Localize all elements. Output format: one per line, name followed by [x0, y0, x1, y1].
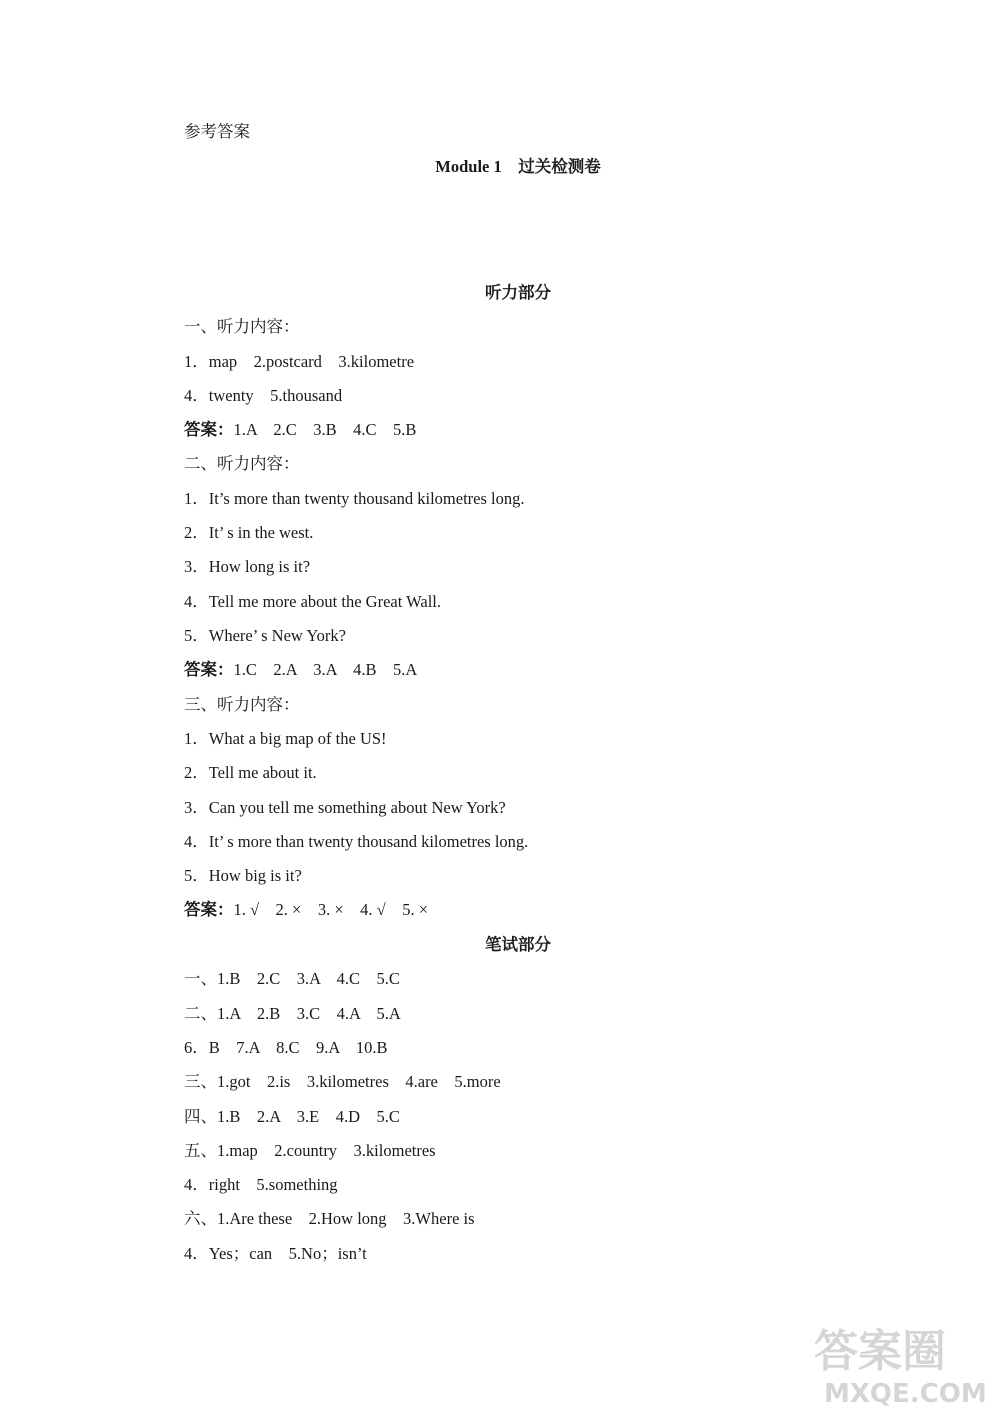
page-title — [0, 156, 1000, 178]
listening-section-3-line: 1．What a big map of the US! — [184, 729, 387, 748]
written-answer-line: 6．B 7.A 8.C 9.A 10.B — [184, 1038, 388, 1057]
listening-section-1-line: 4．twenty 5.thousand — [184, 386, 343, 405]
listening-section-2-line: 5．Where’ s New York? — [184, 626, 346, 645]
written-answer-line: 六、1.Are these 2.How long 3.Where is — [184, 1209, 475, 1228]
written-answer-line: 五、1.map 2.country 3.kilometres — [184, 1141, 436, 1160]
listening-section-1-answer — [184, 419, 416, 441]
written-heading: 笔试部分 — [485, 935, 551, 954]
watermark-logo — [808, 1318, 988, 1410]
listening-section-1-line: 1．map 2.postcard 3.kilometre — [184, 352, 415, 371]
listening-section-3-answer — [184, 899, 428, 921]
answer-label: 答案： — [184, 420, 234, 439]
written-answer-line: 二、1.A 2.B 3.C 4.A 5.A — [184, 1004, 401, 1023]
listening-section-2-title: 二、听力内容： — [184, 454, 300, 473]
answer-values: 1.A 2.C 3.B 4.C 5.B — [233, 420, 417, 439]
listening-heading: 听力部分 — [485, 283, 551, 302]
listening-section-2-line: 4．Tell me more about the Great Wall. — [184, 592, 442, 611]
listening-section-1-title: 一、听力内容： — [184, 317, 300, 336]
written-answer-line: 4．right 5.something — [184, 1175, 338, 1194]
listening-section-3-line: 5．How big is it? — [184, 866, 302, 885]
watermark-cn: 答案圈 — [814, 1326, 946, 1377]
written-answer-line: 4．Yes；can 5.No；isn’t — [184, 1244, 367, 1263]
answer-values: 1.C 2.A 3.A 4.B 5.A — [233, 660, 418, 679]
listening-section-3-line: 3．Can you tell me something about New York? — [184, 798, 506, 817]
answer-label: 答案： — [184, 660, 234, 679]
written-answer-line: 四、1.B 2.A 3.E 4.D 5.C — [184, 1107, 400, 1126]
answer-values: 1. √ 2. × 3. × 4. √ 5. × — [233, 900, 429, 919]
listening-section-3-title: 三、听力内容： — [184, 695, 300, 714]
listening-section-2-line: 1．It’s more than twenty thousand kilometres long. — [184, 489, 525, 508]
header-label: 参考答案 — [184, 122, 250, 141]
listening-section-2-line: 2．It’ s in the west. — [184, 523, 314, 542]
listening-section-2-answer — [184, 659, 417, 681]
written-answer-line: 三、1.got 2.is 3.kilometres 4.are 5.more — [184, 1072, 501, 1091]
watermark-graphic — [808, 1318, 988, 1410]
watermark-en: MXQE.COM — [824, 1379, 987, 1409]
listening-section-3-line: 4．It’ s more than twenty thousand kilometres long. — [184, 832, 529, 851]
answer-label: 答案： — [184, 900, 234, 919]
listening-section-3-line: 2．Tell me about it. — [184, 763, 317, 782]
title-module: Module 1 — [435, 157, 502, 176]
written-answer-line: 一、1.B 2.C 3.A 4.C 5.C — [184, 969, 400, 988]
listening-section-2-line: 3．How long is it? — [184, 557, 311, 576]
title-name: 过关检测卷 — [518, 157, 601, 176]
